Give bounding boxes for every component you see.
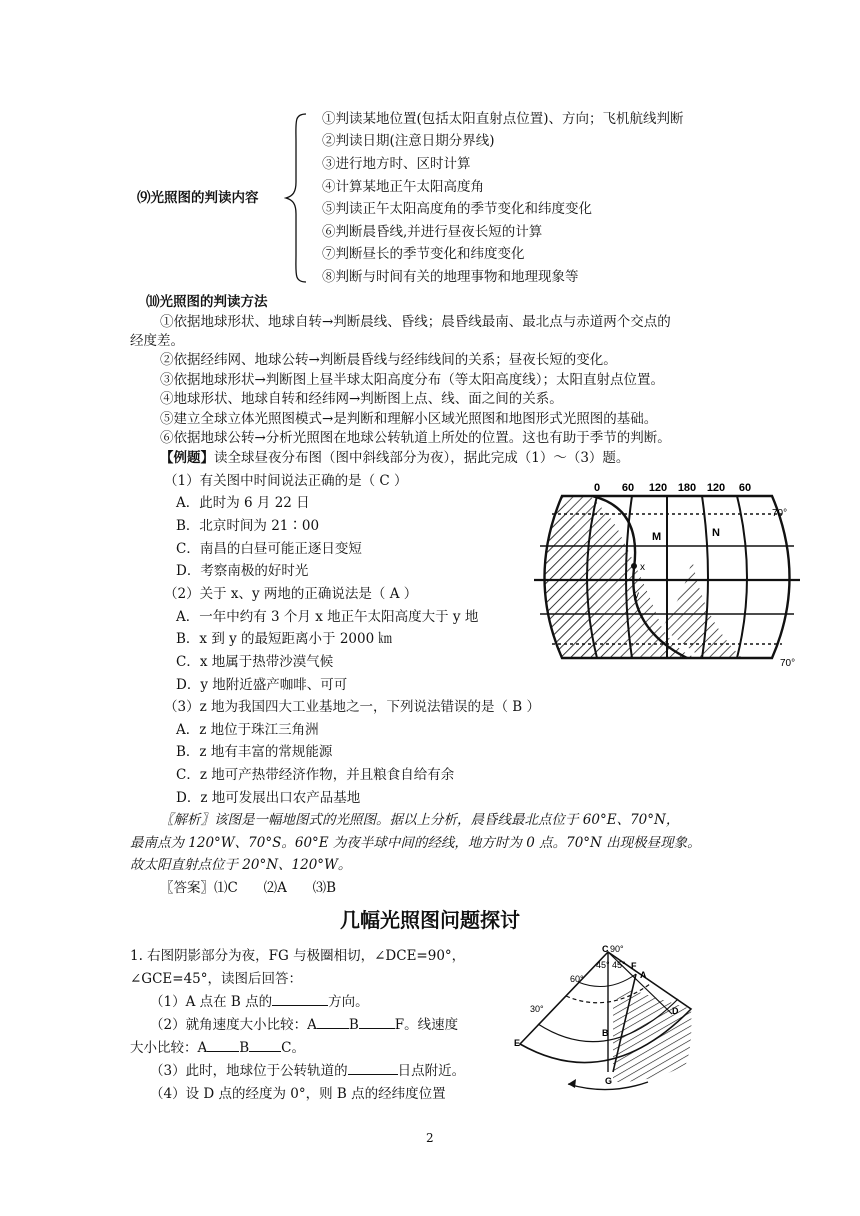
question: （3）z 地为我国四大工业基地之一，下列说法错误的是（ B ） [164, 699, 540, 715]
option: A．z 地位于珠江三角洲 [176, 722, 319, 738]
example-intro [160, 446, 629, 466]
fan-label: 45° [612, 960, 626, 970]
option: C．z 地可产热带经济作物，并且粮食自给有余 [176, 767, 455, 783]
list-item: ④计算某地正午太阳高度角 [322, 179, 484, 195]
fan-label: 90° [610, 944, 624, 954]
problem-q2b: 大小比较：A B C。 [130, 1040, 306, 1056]
question: （1）有关图中时间说法正确的是（ C ） [164, 473, 408, 489]
problem-q2: （2）就角速度大小比较：A B F。线速度 [150, 1017, 459, 1033]
fan-label: B [602, 1028, 609, 1038]
list-item: ⑧判断与时间有关的地理事物和地理现象等 [322, 269, 579, 285]
option: D．考察南极的好时光 [176, 563, 309, 579]
analysis: 故太阳直射点位于 20°N、120°W。 [130, 857, 352, 873]
lon-label: 60 [621, 482, 635, 494]
fan-label: 45° [596, 960, 610, 970]
section9-label: ⑼光照图的判读内容 [137, 190, 259, 206]
problem-q4: （4）设 D 点的经度为 0°，则 B 点的经纬度位置 [150, 1086, 446, 1102]
polar-fan-figure [508, 944, 708, 1094]
example-intro-text: 读全球昼夜分布图（图中斜线部分为夜），据此完成（1）～（3）题。 [214, 450, 630, 466]
list-item: ⑦判断昼长的季节变化和纬度变化 [322, 246, 525, 262]
lat-label: 70° [772, 508, 788, 519]
list-item: ②判读日期(注意日期分界线) [322, 133, 495, 149]
point-label-y: y [634, 590, 639, 601]
question: （2）关于 x、y 两地的正确说法是（ A ） [164, 586, 418, 602]
problem-line: 1. 右图阴影部分为夜，FG 与极圈相切，∠DCE=90°， [130, 948, 466, 964]
lat-label: 70° [780, 658, 796, 669]
section10-heading: ⑽光照图的判读方法 [146, 294, 268, 310]
circle-60 [578, 974, 636, 987]
paragraph: 经度差。 [130, 333, 184, 349]
map-top-labels [594, 482, 751, 494]
problem-line: ∠GCE=45°，读图后回答： [130, 971, 303, 987]
answer-blank[interactable] [348, 1062, 398, 1075]
lon-label: 180 [677, 482, 697, 494]
option: A．此时为 6 月 22 日 [176, 495, 310, 511]
problem-q1: （1）A 点在 B 点的 方向。 [150, 994, 369, 1010]
option: A．一年中约有 3 个月 x 地正午太阳高度大于 y 地 [176, 609, 479, 625]
paragraph: ⑥依据地球公转→分析光照图在地球公转轨道上所处的位置。这也有助于季节的判断。 [160, 430, 671, 446]
option: B．北京时间为 21∶00 [176, 518, 320, 534]
list-item: ①判读某地位置(包括太阳直射点位置)、方向；飞机航线判断 [322, 111, 684, 127]
paragraph: ⑤建立全球立体光照图模式→是判断和理解小区域光照图和地图形式光照图的基础。 [160, 411, 658, 427]
lon-label: 60 [738, 482, 752, 494]
world-light-map-figure [522, 478, 812, 678]
answer-blank[interactable] [272, 993, 328, 1006]
left-brace [284, 112, 310, 284]
lon-label: 120 [706, 482, 726, 494]
fan-label: C [602, 944, 609, 954]
list-item: ⑤判读正午太阳高度角的季节变化和纬度变化 [322, 201, 592, 217]
page-number: 2 [426, 1131, 434, 1145]
example-tag: 【例题】 [160, 450, 214, 466]
analysis: 〖解析〗该图是一幅地图式的光照图。据以上分析，晨昏线最北点位于 60°E、70°N， [160, 812, 680, 828]
answer-blank[interactable] [249, 1039, 281, 1052]
option: B．x 到 y 的最短距离小于 2000 ㎞ [176, 631, 392, 647]
fan-label: G [605, 1076, 613, 1086]
answer-blank[interactable] [207, 1039, 239, 1052]
answer-blank[interactable] [317, 1016, 349, 1029]
lon-label: 0 [593, 482, 601, 494]
paragraph: ②依据经纬网、地球公转→判断晨昏线与经纬线间的关系；昼夜长短的变化。 [160, 352, 617, 368]
option: C．南昌的白昼可能正逐日变短 [176, 541, 362, 557]
fan-label: E [514, 1038, 521, 1048]
point-label-m: M [652, 531, 662, 543]
fan-label: F [631, 961, 637, 971]
option: D．z 地可发展出口农产品基地 [176, 790, 361, 806]
answer: 〖答案〗⑴C ⑵A ⑶B [160, 880, 336, 896]
list-item: ⑥判断晨昏线,并进行昼夜长短的计算 [322, 224, 543, 240]
fan-label: D [672, 1006, 679, 1016]
list-item: ③进行地方时、区时计算 [322, 156, 471, 172]
option: C．x 地属于热带沙漠气候 [176, 654, 334, 670]
point-x-marker [631, 563, 637, 569]
fan-label: 30° [530, 1004, 544, 1014]
arrow-head [568, 1079, 576, 1088]
answer-blank[interactable] [359, 1016, 395, 1029]
point-label-x: x [640, 562, 645, 573]
option: D．y 地附近盛产咖啡、可可 [176, 677, 348, 693]
fan-label: 60° [570, 974, 584, 984]
problem-q3: （3）此时，地球位于公转轨道的 日点附近。 [150, 1063, 466, 1079]
fan-label: A [640, 970, 647, 980]
night-region-south [662, 558, 742, 658]
point-label-n: N [712, 527, 720, 539]
option: B．z 地有丰富的常规能源 [176, 744, 333, 760]
paragraph: ④地球形状、地球自转和经纬网→判断图上点、线、面之间的关系。 [160, 391, 563, 407]
paragraph: ①依据地球形状、地球自转→判断晨线、昏线；晨昏线最南、最北点与赤道两个交点的 [160, 314, 671, 330]
analysis: 最南点为 120°W、70°S。60°E 为夜半球中间的经线，地方时为 0 点。70°N 出现极昼现象。 [130, 835, 701, 851]
lon-label: 120 [648, 482, 668, 494]
paragraph: ③依据地球形状→判断图上昼半球太阳高度分布（等太阳高度线）；太阳直射点位置。 [160, 372, 665, 388]
section-title: 几幅光照图问题探讨 [340, 908, 520, 932]
